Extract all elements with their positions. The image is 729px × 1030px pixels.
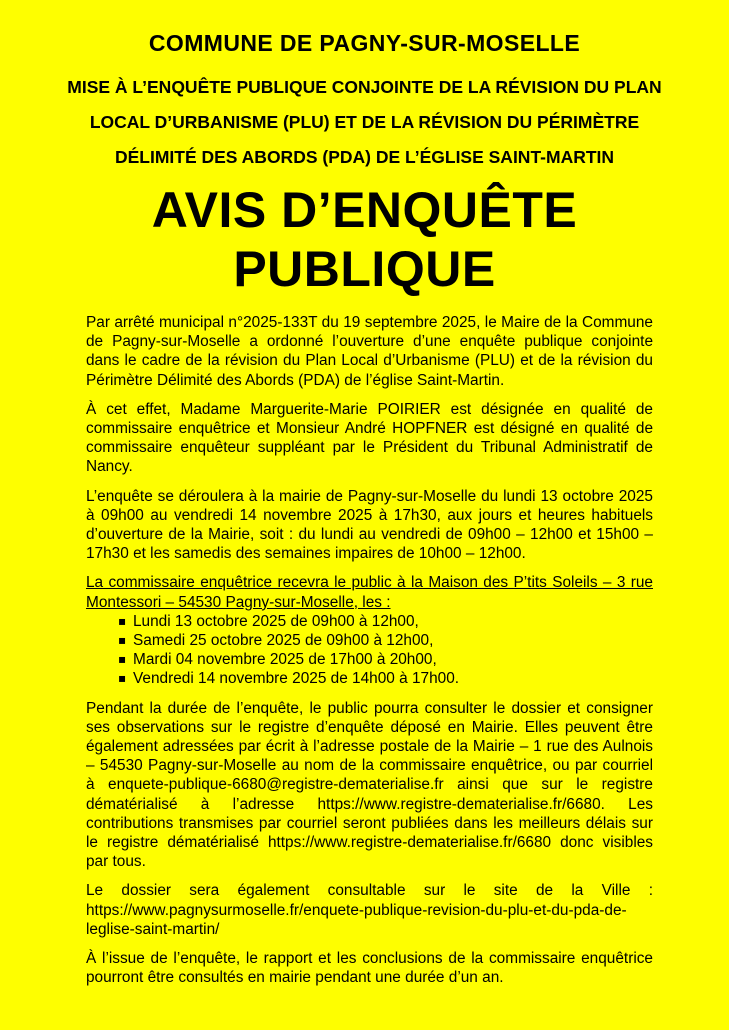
- notice-body: [86, 313, 653, 988]
- paragraph-site-ville: Le dossier sera également consultable sur le site de la Ville : https://www.pagnysurmoselle.fr/enquete-publique-revision-du-plu-et-du-pda-de-leglise-saint-martin/: [86, 882, 653, 938]
- subtitle-line: LOCAL D’URBANISME (PLU) ET DE LA RÉVISION DU PÉRIMÈTRE: [89, 112, 640, 132]
- subtitle-line: MISE À L’ENQUÊTE PUBLIQUE CONJOINTE DE LA RÉVISION DU PLAN: [67, 77, 662, 97]
- commune-title: COMMUNE DE PAGNY-SUR-MOSELLE: [148, 30, 581, 56]
- reception-slots-list: [86, 612, 653, 689]
- bullet-square-icon: ▪: [118, 671, 127, 686]
- paragraph-commissaires: À cet effet, Madame Marguerite-Marie POIRIER est désignée en qualité de commissaire enquêtrice et Monsieur André HOPFNER est désigné en qualité de commissaire enquêteur suppléant par le Président du Tribunal Administratif de Nancy.: [86, 400, 653, 476]
- bullet-square-icon: ▪: [118, 633, 127, 648]
- bullet-square-icon: ▪: [118, 613, 127, 628]
- main-title-line: AVIS D’ENQUÊTE: [151, 182, 578, 238]
- notice-subtitle: [0, 70, 729, 175]
- slot-text: Mardi 04 novembre 2025 de 17h00 à 20h00,: [133, 651, 437, 669]
- paragraph-deroulement: L’enquête se déroulera à la mairie de Pagny-sur-Moselle du lundi 13 octobre 2025 à 09h00 au vendredi 14 novembre 2025 à 17h30, aux jours et heures habituels d’ouverture de la Mairie, soit : du lundi au vendredi de 09h00 – 12h00 et 15h00 – 17h30 et les samedis des semaines impaires de 10h00 – 12h00.: [86, 487, 653, 563]
- list-item: [86, 669, 653, 688]
- reception-heading: [86, 573, 653, 611]
- slot-text: Samedi 25 octobre 2025 de 09h00 à 12h00,: [133, 632, 434, 650]
- subtitle-line: DÉLIMITÉ DES ABORDS (PDA) DE L’ÉGLISE SAINT-MARTIN: [114, 147, 615, 167]
- reception-heading-text: La commissaire enquêtrice recevra le public à la Maison des P’tits Soleils – 3 rue Montessori – 54530 Pagny-sur-Moselle, les :: [86, 574, 653, 611]
- list-item: [86, 612, 653, 631]
- paragraph-observations: Pendant la durée de l’enquête, le public pourra consulter le dossier et consigner ses observations sur le registre d’enquête déposé en Mairie. Elles peuvent être également adressées par écrit à l’adresse postale de la Mairie – 1 rue des Aulnois – 54530 Pagny-sur-Moselle au nom de la commissaire enquêtrice, ou par courriel à enquete-publique-6680@registre-dematerialise.fr ainsi que sur le registre dématérialisé à l’adresse https://www.registre-dematerialise.fr/6680. Les contributions transmises par courriel seront publiées dans les meilleurs délais sur le registre dématérialisé https://www.registre-dematerialise.fr/6680 donc visibles par tous.: [86, 699, 653, 871]
- list-item: [86, 650, 653, 669]
- slot-text: Vendredi 14 novembre 2025 de 14h00 à 17h00.: [133, 670, 460, 688]
- paragraph-rapport: À l’issue de l’enquête, le rapport et les conclusions de la commissaire enquêtrice pourront être consultés en mairie pendant une durée d’un an.: [86, 950, 653, 987]
- bullet-square-icon: ▪: [118, 652, 127, 667]
- list-item: [86, 631, 653, 650]
- main-title: [0, 181, 729, 299]
- slot-text: Lundi 13 octobre 2025 de 09h00 à 12h00,: [133, 612, 419, 630]
- paragraph-arrete: Par arrêté municipal n°2025-133T du 19 septembre 2025, le Maire de la Commune de Pagny-sur-Moselle a ordonné l’ouverture d’une enquête publique conjointe dans le cadre de la révision du Plan Local d’Urbanisme (PLU) et de la révision du Périmètre Délimité des Abords (PDA) de l’église Saint-Martin.: [86, 314, 653, 389]
- main-title-line: PUBLIQUE: [233, 241, 496, 297]
